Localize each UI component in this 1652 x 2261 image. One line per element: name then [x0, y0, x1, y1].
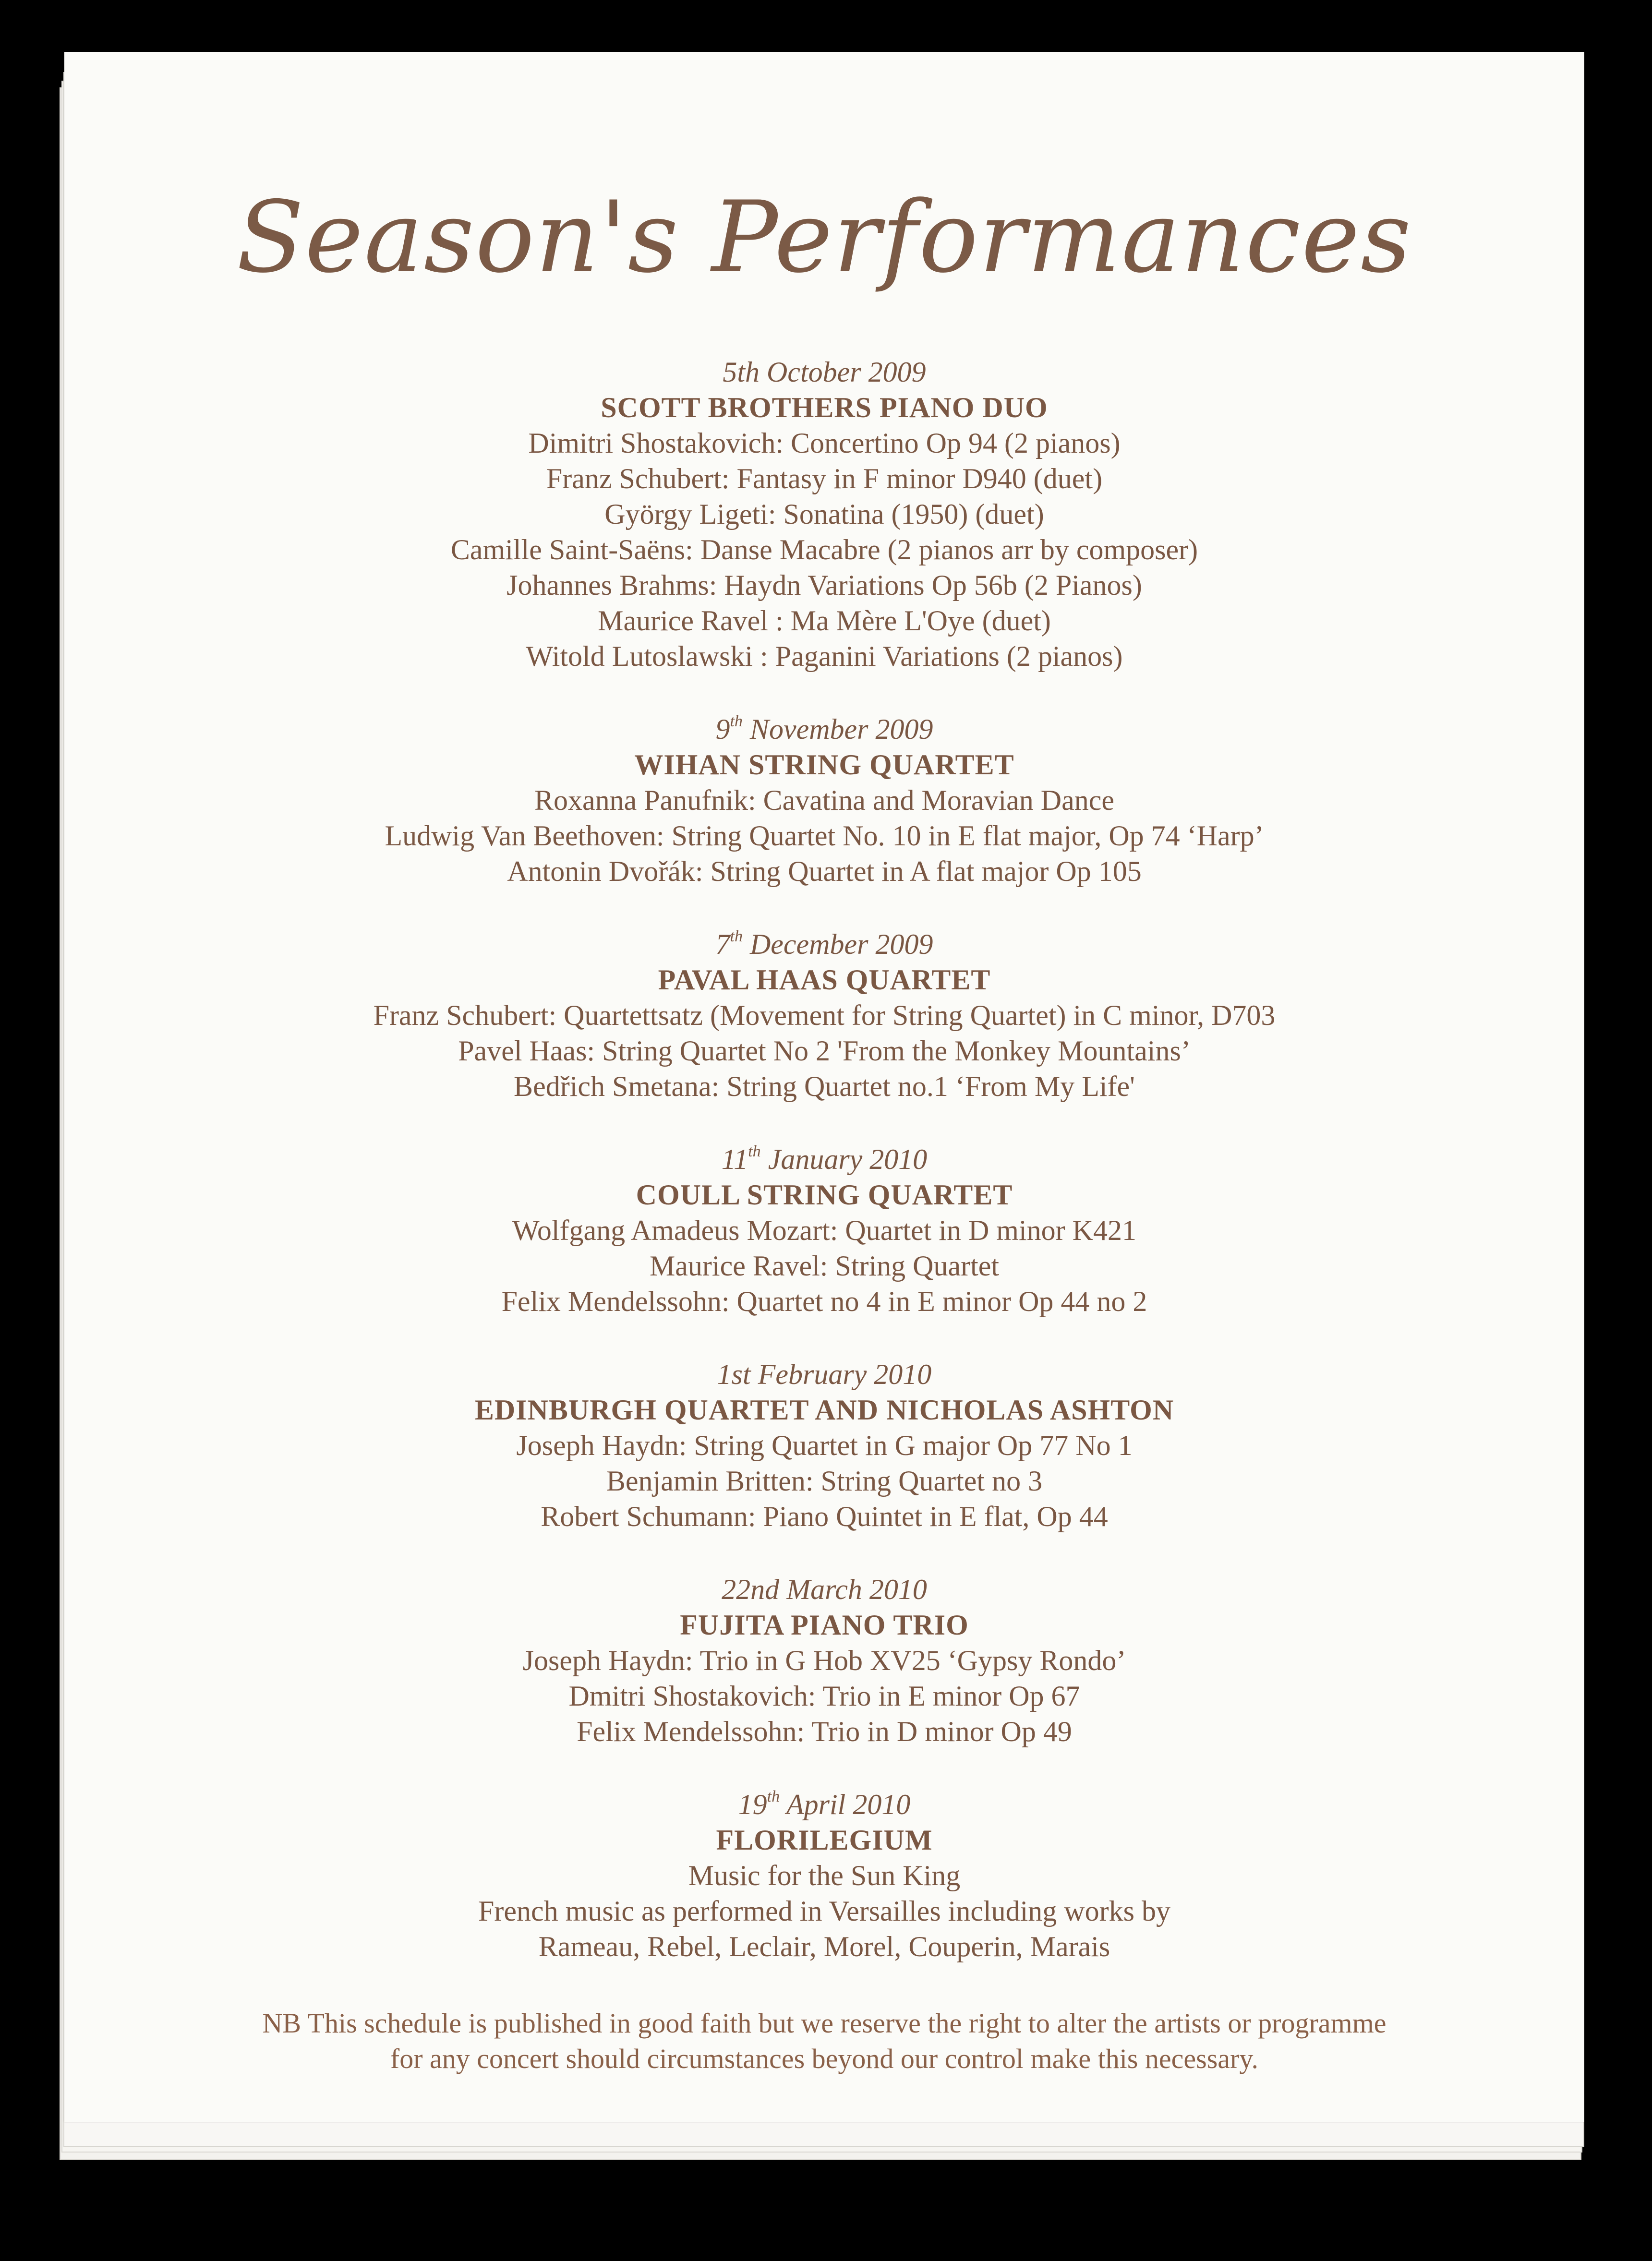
- programme-work: Bedřich Smetana: String Quartet no.1 ‘From My Life': [514, 1070, 1135, 1102]
- programme-work: György Ligeti: Sonatina (1950) (duet): [604, 498, 1044, 530]
- concert-date-ordinal: th: [730, 927, 743, 945]
- programme-work: Felix Mendelssohn: Trio in D minor Op 49: [577, 1716, 1072, 1747]
- programme-work: Rameau, Rebel, Leclair, Morel, Couperin, Marais: [538, 1931, 1110, 1962]
- concert-entry: [64, 1142, 1584, 1319]
- page-title: Season's Performances: [236, 180, 1412, 295]
- disclaimer-note: [64, 2006, 1584, 2077]
- concert-date-day: 11: [721, 1143, 748, 1175]
- programme-work: Ludwig Van Beethoven: String Quartet No. 10 in E flat major, Op 74 ‘Harp’: [385, 820, 1264, 852]
- concert-date-day: 19: [738, 1789, 767, 1820]
- programme-work: Pavel Haas: String Quartet No 2 'From the Monkey Mountains’: [458, 1035, 1191, 1067]
- programme-work: Franz Schubert: Fantasy in F minor D940 (duet): [546, 463, 1103, 494]
- performer-name: COULL STRING QUARTET: [636, 1179, 1013, 1211]
- concert-date-day: 7: [715, 928, 730, 960]
- programme-work: Johannes Brahms: Haydn Variations Op 56b (2 Pianos): [506, 569, 1142, 601]
- concert-date-day: 1st February 2010: [717, 1359, 932, 1390]
- performer-name: WIHAN STRING QUARTET: [634, 749, 1014, 781]
- programme-work: Maurice Ravel: String Quartet: [649, 1250, 1000, 1282]
- programme-work: Witold Lutoslawski : Paganini Variations (2 pianos): [526, 640, 1123, 672]
- programme-work: Dmitri Shostakovich: Trio in E minor Op 67: [568, 1680, 1080, 1712]
- concert-entry: [64, 926, 1584, 1104]
- concert-date: [64, 354, 1584, 390]
- concert-date: [64, 711, 1584, 747]
- concert-entry: [64, 354, 1584, 674]
- concert-list: [64, 354, 1584, 2002]
- concert-date-month-year: January 2010: [760, 1143, 928, 1175]
- concert-date-ordinal: th: [748, 1143, 761, 1160]
- programme-work: Robert Schumann: Piano Quintet in E flat, Op 44: [541, 1501, 1108, 1532]
- programme-work: Wolfgang Amadeus Mozart: Quartet in D minor K421: [512, 1215, 1136, 1246]
- concert-date-day: 22nd March 2010: [722, 1574, 927, 1605]
- programme-work: Camille Saint-Saëns: Danse Macabre (2 pianos arr by composer): [450, 534, 1198, 565]
- concert-date-month-year: April 2010: [780, 1789, 911, 1820]
- concert-date-month-year: December 2009: [742, 928, 933, 960]
- concert-entry: [64, 711, 1584, 889]
- concert-date-ordinal: th: [767, 1788, 780, 1805]
- programme-work: Maurice Ravel : Ma Mère L'Oye (duet): [598, 605, 1051, 637]
- concert-date-month-year: November 2009: [742, 713, 933, 745]
- performer-name: FLORILEGIUM: [716, 1824, 933, 1856]
- concert-date: [64, 1572, 1584, 1607]
- programme-work: Antonin Dvořák: String Quartet in A flat major Op 105: [507, 855, 1142, 887]
- concert-date: [64, 926, 1584, 962]
- concert-date-ordinal: th: [730, 712, 743, 730]
- programme-page: [64, 52, 1584, 2122]
- concert-date-day: 9: [715, 713, 730, 745]
- programme-work: French music as performed in Versailles including works by: [478, 1895, 1170, 1927]
- concert-date: [64, 1787, 1584, 1822]
- performer-name: EDINBURGH QUARTET AND NICHOLAS ASHTON: [474, 1394, 1174, 1426]
- performer-name: SCOTT BROTHERS PIANO DUO: [601, 392, 1048, 423]
- concert-date: [64, 1142, 1584, 1177]
- performer-name: FUJITA PIANO TRIO: [680, 1609, 969, 1641]
- programme-work: Music for the Sun King: [688, 1860, 961, 1891]
- performer-name: PAVAL HAAS QUARTET: [658, 964, 991, 996]
- programme-work: Felix Mendelssohn: Quartet no 4 in E minor Op 44 no 2: [501, 1286, 1147, 1317]
- programme-work: Joseph Haydn: String Quartet in G major Op 77 No 1: [516, 1430, 1133, 1461]
- concert-entry: [64, 1357, 1584, 1534]
- disclaimer-line: NB This schedule is published in good faith but we reserve the right to alter the artists or programme: [262, 2008, 1387, 2039]
- programme-work: Franz Schubert: Quartettsatz (Movement for String Quartet) in C minor, D703: [373, 999, 1276, 1031]
- programme-work: Joseph Haydn: Trio in G Hob XV25 ‘Gypsy Rondo’: [522, 1645, 1126, 1676]
- programme-work: Roxanna Panufnik: Cavatina and Moravian Dance: [534, 784, 1114, 816]
- concert-date-day: 5th October 2009: [723, 356, 926, 388]
- programme-work: Dimitri Shostakovich: Concertino Op 94 (2 pianos): [528, 427, 1121, 459]
- programme-work: Benjamin Britten: String Quartet no 3: [606, 1465, 1043, 1497]
- concert-date: [64, 1357, 1584, 1392]
- concert-entry: [64, 1572, 1584, 1749]
- concert-entry: [64, 1787, 1584, 1964]
- disclaimer-line: for any concert should circumstances beyond our control make this necessary.: [390, 2043, 1259, 2074]
